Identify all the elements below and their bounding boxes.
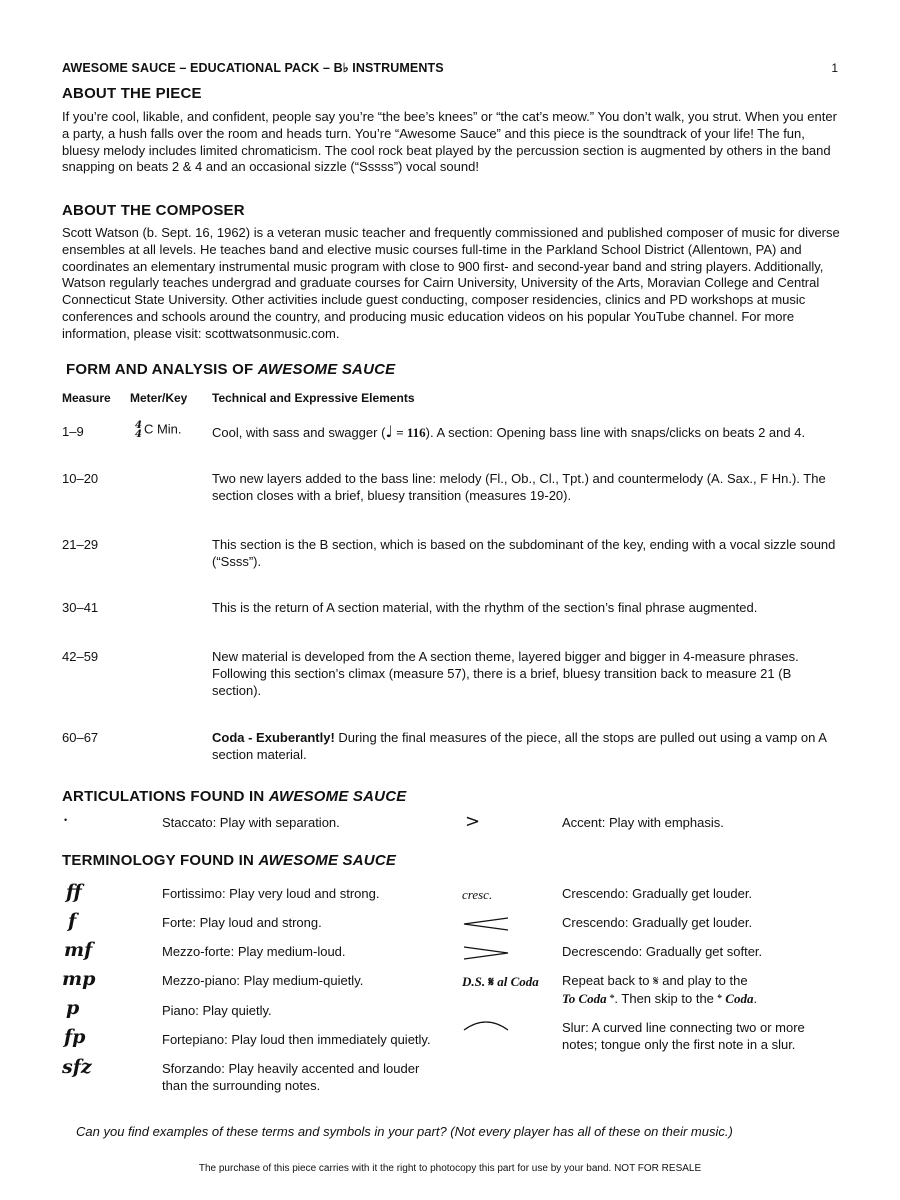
ds-al-coda-definition: Repeat back to 𝄋 and play to the To Coda 𝄌. Then skip to the 𝄌 Coda.	[562, 973, 758, 1007]
articulations-heading: ARTICULATIONS FOUND IN AWESOME SAUCE	[62, 788, 407, 805]
terminology-heading: TERMINOLOGY FOUND IN AWESOME SAUCE	[62, 852, 397, 869]
measure-range: 60–67	[62, 730, 99, 745]
form-row-text: This is the return of A section material, with the rhythm of the section’s final phrase augmented.	[212, 600, 758, 615]
segno-icon: 𝄋	[488, 975, 494, 990]
accent-definition: Accent: Play with emphasis.	[562, 815, 724, 830]
about-piece-text: If you’re cool, likable, and confident, people say you’re “the bee’s knees” or “the cat’s meow.” You don’t walk, you strut. When you enter a party, a hush falls over the room and heads turn. You’re “Awesome Sauce” and this piece is the soundtrack of your life! The fun, bluesy melody includes limited chromaticism. The cool rock beat played by the percussion section is augmented by others in the band snapping on beats 2 & 4 and an occasional sizzle (“Sssss”) vocal sound!	[62, 109, 837, 175]
decrescendo-hairpin-icon	[462, 945, 510, 961]
measure-range: 30–41	[62, 600, 99, 615]
crescendo-hairpin-icon	[462, 916, 510, 932]
crescendo-hairpin-definition: Crescendo: Gradually get louder.	[562, 915, 753, 930]
fortissimo-definition: Fortissimo: Play very loud and strong.	[162, 886, 380, 901]
fortissimo-icon: ff	[66, 881, 82, 903]
forte-icon: f	[68, 910, 77, 932]
form-row-text: Coda - Exuberantly! During the final measures of the piece, all the stops are pulled out using a vamp on A section material.	[212, 730, 827, 762]
forte-definition: Forte: Play loud and strong.	[162, 915, 322, 930]
column-header-elements: Technical and Expressive Elements	[212, 391, 415, 405]
mezzo-forte-icon: mf	[64, 939, 93, 961]
measure-range: 10–20	[62, 471, 99, 486]
copyright-footer: The purchase of this piece carries with it the right to photocopy this part for use by your band. NOT FOR RESALE	[198, 1163, 702, 1174]
running-header: AWESOME SAUCE – EDUCATIONAL PACK – B♭ INSTRUMENTS	[62, 61, 444, 75]
form-row-text: Two new layers added to the bass line: melody (Fl., Ob., Cl., Tpt.) and countermelody (A. Sax., F Hn.). The section closes with a brief, bluesy transition (measures 19-20).	[212, 471, 826, 503]
slur-icon	[462, 1018, 510, 1032]
coda-icon: 𝄌	[609, 991, 615, 1007]
time-signature: 4 4	[135, 420, 142, 440]
form-row-text: Cool, with sass and swagger (♩ = 116). A section: Opening bass line with snaps/clicks on beats 2 and 4.	[212, 422, 806, 441]
about-composer-text: Scott Watson (b. Sept. 16, 1962) is a veteran music teacher and frequently commissioned and published composer of music for diverse ensembles at all levels. He teaches band and elective music courses full-time in the Parkland School District (Allentown, PA) and coordinates an elementary instrumental music program with close to 900 first- and second-year band and string players. Additionally, Watson regularly teaches undergrad and graduate courses for Cairn University, University of the Arts, Moravian College and Central Connecticut State University. Other activities include guest conducting, composer residencies, clinics and PD workshops at music conferences and schools around the country, and producing music education videos on his popular YouTube channel. For more information, please visit: scottwatsonmusic.com.	[62, 225, 840, 341]
column-header-measure: Measure	[62, 391, 111, 405]
measure-range: 42–59	[62, 649, 99, 664]
piano-definition: Piano: Play quietly.	[162, 1003, 272, 1018]
sforzando-definition: Sforzando: Play heavily accented and louder than the surrounding notes.	[162, 1061, 420, 1093]
ds-al-coda-icon: D.S. 𝄋 al Coda	[462, 974, 539, 990]
key-label: C Min.	[143, 421, 182, 437]
crescendo-word-definition: Crescendo: Gradually get louder.	[562, 886, 753, 901]
fortepiano-definition: Fortepiano: Play loud then immediately quietly.	[162, 1032, 431, 1047]
slur-definition: Slur: A curved line connecting two or more notes; tongue only the first note in a slur.	[562, 1020, 805, 1052]
measure-range: 1–9	[62, 424, 84, 439]
form-analysis-heading: FORM AND ANALYSIS OF AWESOME SAUCE	[66, 361, 396, 378]
about-composer-heading: ABOUT THE COMPOSER	[62, 202, 245, 219]
staccato-definition: Staccato: Play with separation.	[162, 815, 340, 830]
decrescendo-hairpin-definition: Decrescendo: Gradually get softer.	[562, 944, 763, 959]
accent-icon: >	[465, 811, 481, 832]
form-row-text: This section is the B section, which is based on the subdominant of the key, ending with a vocal sizzle sound (“Ssss”).	[212, 537, 836, 569]
column-header-meter-key: Meter/Key	[130, 391, 188, 405]
segno-icon: 𝄋	[653, 974, 659, 989]
about-piece-heading: ABOUT THE PIECE	[62, 85, 202, 102]
sforzando-icon: sfz	[62, 1056, 92, 1078]
fortepiano-icon: fp	[64, 1026, 86, 1048]
coda-icon: 𝄌	[717, 991, 723, 1007]
quarter-note-icon: ♩	[385, 422, 393, 441]
mezzo-forte-definition: Mezzo-forte: Play medium-loud.	[162, 944, 346, 959]
mezzo-piano-icon: mp	[62, 968, 96, 990]
measure-range: 21–29	[62, 537, 99, 552]
piano-icon: p	[66, 997, 80, 1019]
page-number: 1	[831, 61, 838, 75]
form-row-text: New material is developed from the A section theme, layered bigger and bigger in 4-measure phrases. Following this section’s climax (measure 57), there is a brief, bluesy transition back to measure 21 (B section).	[212, 649, 799, 698]
staccato-icon: •	[64, 815, 68, 825]
mezzo-piano-definition: Mezzo-piano: Play medium-quietly.	[162, 973, 364, 988]
cresc-word-icon: cresc.	[462, 887, 493, 902]
review-question: Can you find examples of these terms and symbols in your part? (Not every player has all of these on their music.)	[76, 1124, 733, 1139]
meter-key	[135, 421, 182, 439]
